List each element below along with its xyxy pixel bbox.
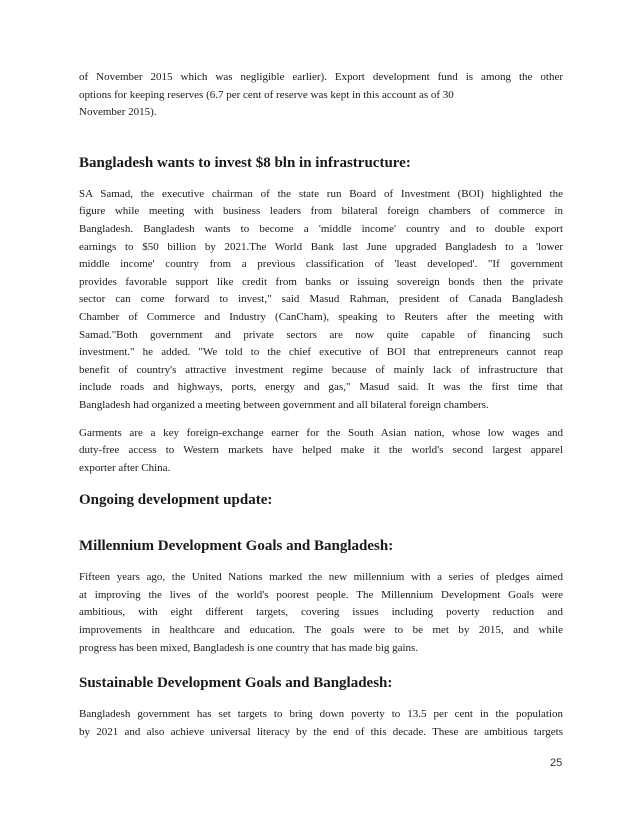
text-line: figure while meeting with business leaders from bilateral foreign chambers of commerce in <box>79 205 563 218</box>
text-line: options for keeping reserves (6.7 per cent of reserve was kept in this account as of 30 <box>79 88 454 101</box>
text-line: of November 2015 which was negligible earlier). Export development fund is among the other <box>79 71 563 83</box>
text-line: include roads and highways, ports, energy and gas," Masud said. It was the first time that <box>79 381 563 394</box>
document-page <box>79 69 563 741</box>
text-line: at improving the lives of the world's poorest people. The Millennium Development Goals were <box>79 588 563 601</box>
text-line: provides favorable support like credit from banks or issuing sovereign bonds then the private <box>79 275 563 288</box>
paragraph-sdg <box>79 706 563 741</box>
text-line: investment." he added. "We told to the chief executive of BOI that entrepreneurs cannot reap <box>79 346 563 359</box>
text-line: Bangladesh. Bangladesh wants to become a 'middle income' country and to double export <box>79 222 563 235</box>
text-line: duty-free access to Western markets have helped make it the world's second largest apparel <box>79 444 563 457</box>
text-line: ambitious, with eight different targets, covering issues including poverty reduction and <box>79 606 563 619</box>
text-line: by 2021 and also achieve universal literacy by the end of this decade. These are ambitious targets <box>79 725 563 738</box>
text-line: Fifteen years ago, the United Nations marked the new millennium with a series of pledges aimed <box>79 571 563 584</box>
text-line: middle income' country from a previous classification of 'least developed'. "If government <box>79 258 563 271</box>
section-heading-sdg: Sustainable Development Goals and Bangladesh: <box>79 675 393 692</box>
text-line: Bangladesh government has set targets to bring down poverty to 13.5 per cent in the population <box>79 708 563 721</box>
section-heading-ongoing-update: Ongoing development update: <box>79 492 273 509</box>
paragraph-reserves <box>79 69 563 122</box>
text-line: earnings to $50 billion by 2021.The World Bank last June upgraded Bangladesh to a 'lower <box>79 240 563 253</box>
text-line: Garments are a key foreign-exchange earner for the South Asian nation, whose low wages and <box>79 426 563 439</box>
text-line: SA Samad, the executive chairman of the state run Board of Investment (BOI) highlighted the <box>79 187 563 200</box>
text-line: exporter after China. <box>79 461 171 474</box>
page-number: 25 <box>550 757 563 769</box>
paragraph-boi <box>79 186 563 415</box>
paragraph-mdg <box>79 569 563 657</box>
section-heading-mdg: Millennium Development Goals and Bangladesh: <box>79 538 394 555</box>
section-heading-infrastructure: Bangladesh wants to invest $8 bln in infrastructure: <box>79 154 411 171</box>
text-line: benefit of country's attractive investment regime because of mainly lack of infrastructure that <box>79 363 563 376</box>
text-line: sector can come forward to invest," said Masud Rahman, president of Canada Bangladesh <box>79 293 563 306</box>
text-line: November 2015). <box>79 106 157 119</box>
text-line: Chamber of Commerce and Industry (CanCham), speaking to Reuters after the meeting with <box>79 310 563 323</box>
text-line: Samad."Both government and private sectors are now quite capable of financing such <box>79 328 563 341</box>
text-line: progress has been mixed, Bangladesh is one country that has made big gains. <box>79 641 419 654</box>
text-line: Bangladesh had organized a meeting between government and all bilateral foreign chambers. <box>79 398 489 411</box>
paragraph-garments <box>79 425 563 478</box>
text-line: improvements in healthcare and education. The goals were to be met by 2015, and while <box>79 624 563 637</box>
